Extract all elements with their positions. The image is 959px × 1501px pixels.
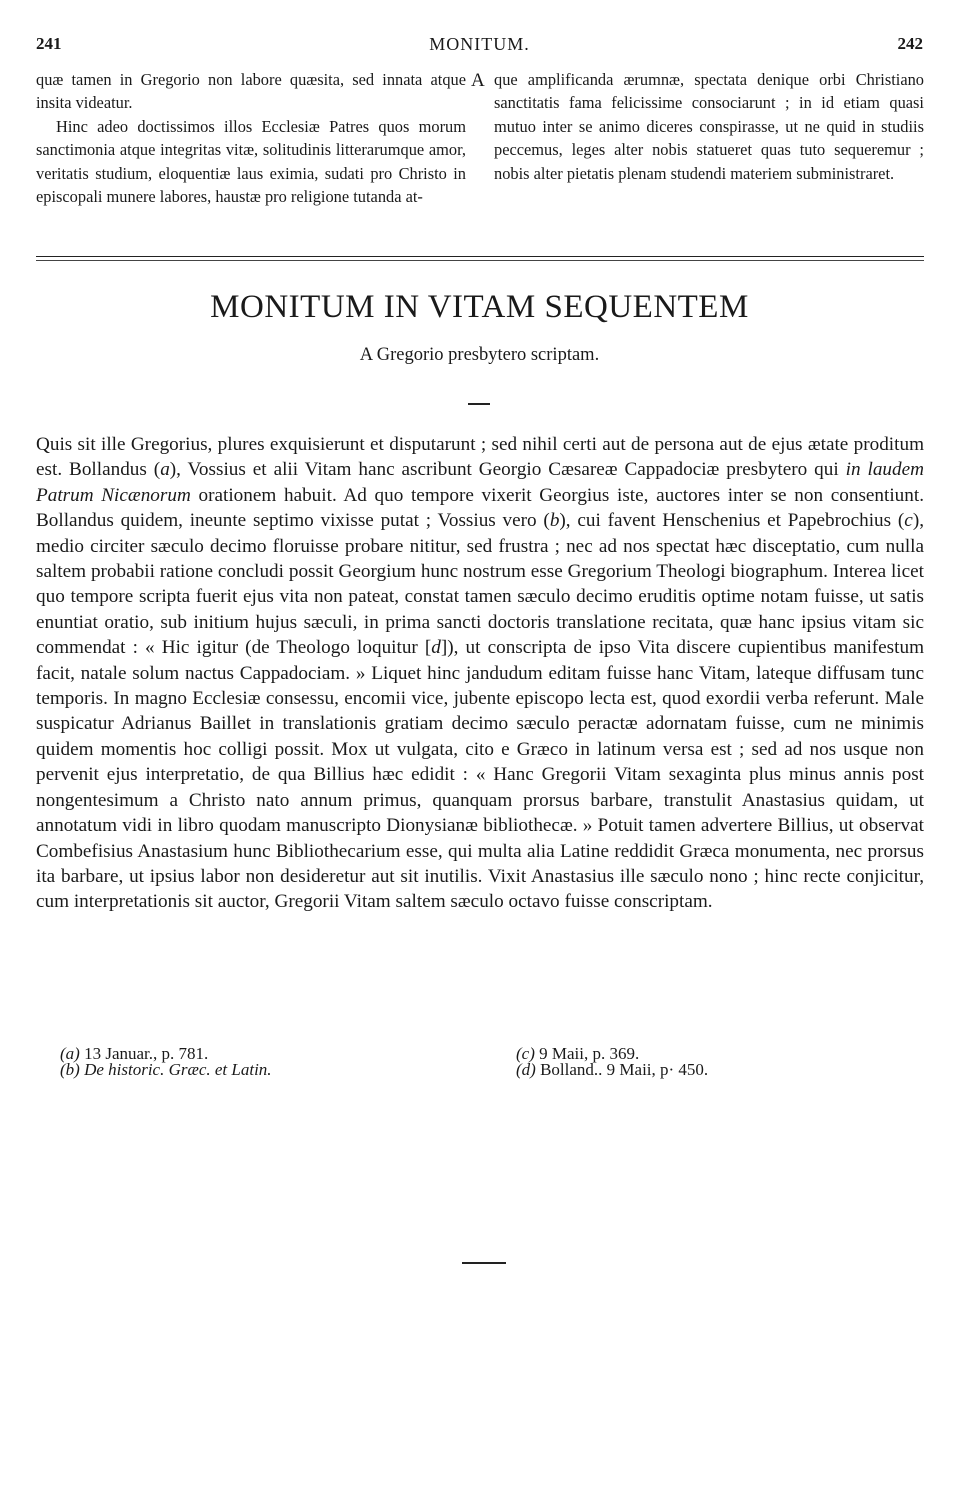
body-text-run: ), Vossius et alii Vitam hanc ascribunt Georgio Cæsareæ Cappadociæ presbytero qui [169, 459, 846, 481]
left-column-paragraph: Hinc adeo doctissimos illos Ecclesiæ Patres quos morum sanctimonia atque integritas vitæ, solitudinis litterarumque amor, veritatis studium, eloquentiæ laus eximia, sudati pro Christo in episcopali munere labores, haustæ pro religione tutanda at- [36, 116, 466, 207]
footnote-mark: (c) [516, 1044, 535, 1063]
footnotes-left [60, 1046, 272, 1078]
left-column [36, 68, 466, 208]
footnote-ref-d: d [431, 637, 441, 659]
section-divider [36, 260, 924, 261]
column-marker: A [471, 70, 485, 91]
right-column [494, 68, 924, 185]
section-divider [36, 256, 924, 257]
section-title: MONITUM IN VITAM SEQUENTEM [210, 289, 749, 325]
footnote-mark: (b) [60, 1060, 80, 1079]
page-number-left: 241 [36, 34, 62, 53]
footnote-mark: (d) [516, 1060, 536, 1079]
body-text-run: ), cui favent Henschenius et Papebrochius ( [559, 510, 905, 532]
title-divider [468, 403, 490, 405]
body-text-run: ]), ut conscripta de ipso Vita discere cupientibus manifestum facit, natale solum nactus Cappadociam. » Liquet hinc jandudum editam fuisse hanc Vitam, lateque diffusam tunc temporis. In magno Ecclesiæ consessu, encomii vice, jubente episcopo lecta est, quod exordii verba referunt. Male suspicatur Adrianus Baillet in translationis gratiam decimo sæculo peractæ adornatam fuisse, cum ne minimis quidem momentis hoc colligi possit. Mox ut vulgata, cito e Græco in latinum versa est ; sed ad nos usque non pervenit ejus interpretatio, de qua Billius hæc edidit : « Hanc Gregorii Vitam sexaginta plus minus annis post nongentesimum a Christo nato annum primus, quanquam prorsus barbare, transtulit Anastasius quidam, ut annotatum vidi in libro quodam manuscripto Dionysianæ bibliothecæ. » Potuit tamen advertere Billius, ut observat Combefisius Anastasium hunc Bibliothecarium esse, qui multa alia Latine reddidit Græca monumenta, nec prorsus ita barbare, ut ipsius labor non desideretur aut sit inutilis. Vixit Anastasius ille sæculo nono ; hinc recte conjicitur, cum interpretationis sit auctor, Gregorii Vitam saltem sæculo octavo fuisse conscriptam. [36, 637, 924, 913]
right-column-paragraph: que amplificanda ærumnæ, spectata denique orbi Christiano sanctitatis fama felicissime consociarunt ; in id etiam quasi mutuo inter se animo diceres conspirasse, ut ne quid in studiis peccemus, leges alter nobis statueret quas tuto sequeremur ; nobis alter pietatis plenam studendi materiem subministraret. [494, 70, 924, 183]
footnote-text: 13 Januar., p. 781. [84, 1044, 209, 1063]
body-text-run: ), medio circiter sæculo decimo floruisse probare nititur, sed frustra ; nec ad nos spectat hæc disceptatio, cum nulla saltem probabii ratione concludi possit Georgium hunc nostrum esse Gregorium Theologi biographum. Interea licet quo tempore scripta fuerit ejus vita non pateat, constat tamen sæculo decimo eruditis optime notam fuisse, ut satis enuntiat oratio, sub initium hujus sæculi, in prima sancti doctoris translatione recitata, quæ hanc ipsius vitam sic commendat : « Hic igitur (de Theologo loquitur [ [36, 510, 924, 659]
footnote-text: Bolland.. 9 Maii, p· 450. [540, 1060, 709, 1079]
section-subtitle: A Gregorio presbytero scriptam. [359, 345, 600, 365]
body-text-run: orationem habuit. Ad quo tempore vixerit Georgius iste, auctores inter se non consentiunt. Bollandus quidem, ineunte septimo vixisse putat ; Vossius vero ( [36, 484, 924, 532]
footnote-b [60, 1062, 272, 1078]
footnotes-right [516, 1046, 708, 1078]
page-header [36, 34, 923, 56]
body-text-run: Quis sit ille Gregorius, plures exquisierunt et disputarunt ; sed nihil certi aut de persona aut de ejus ætate proditum est. Bollandus ( [36, 434, 924, 481]
footnote-mark: (a) [60, 1044, 80, 1063]
footnote-ref-a: a [160, 459, 170, 481]
italic-title: in laudem Patrum Nicænorum [36, 459, 924, 506]
footnote-text: De historic. Græc. et Latin. [84, 1060, 272, 1079]
left-column-paragraph: quæ tamen in Gregorio non labore quæsita, sed innata atque insita videatur. [36, 70, 466, 113]
footnote-d [516, 1062, 708, 1078]
body-paragraph [36, 432, 924, 915]
page-number-right: 242 [897, 34, 923, 53]
continued-text-columns [36, 68, 924, 238]
running-title: MONITUM. [429, 34, 530, 54]
end-divider [462, 1262, 506, 1264]
footnote-ref-b: b [549, 510, 560, 532]
footnote-text: 9 Maii, p. 369. [539, 1044, 640, 1063]
footnote-ref-c: c [904, 510, 913, 532]
